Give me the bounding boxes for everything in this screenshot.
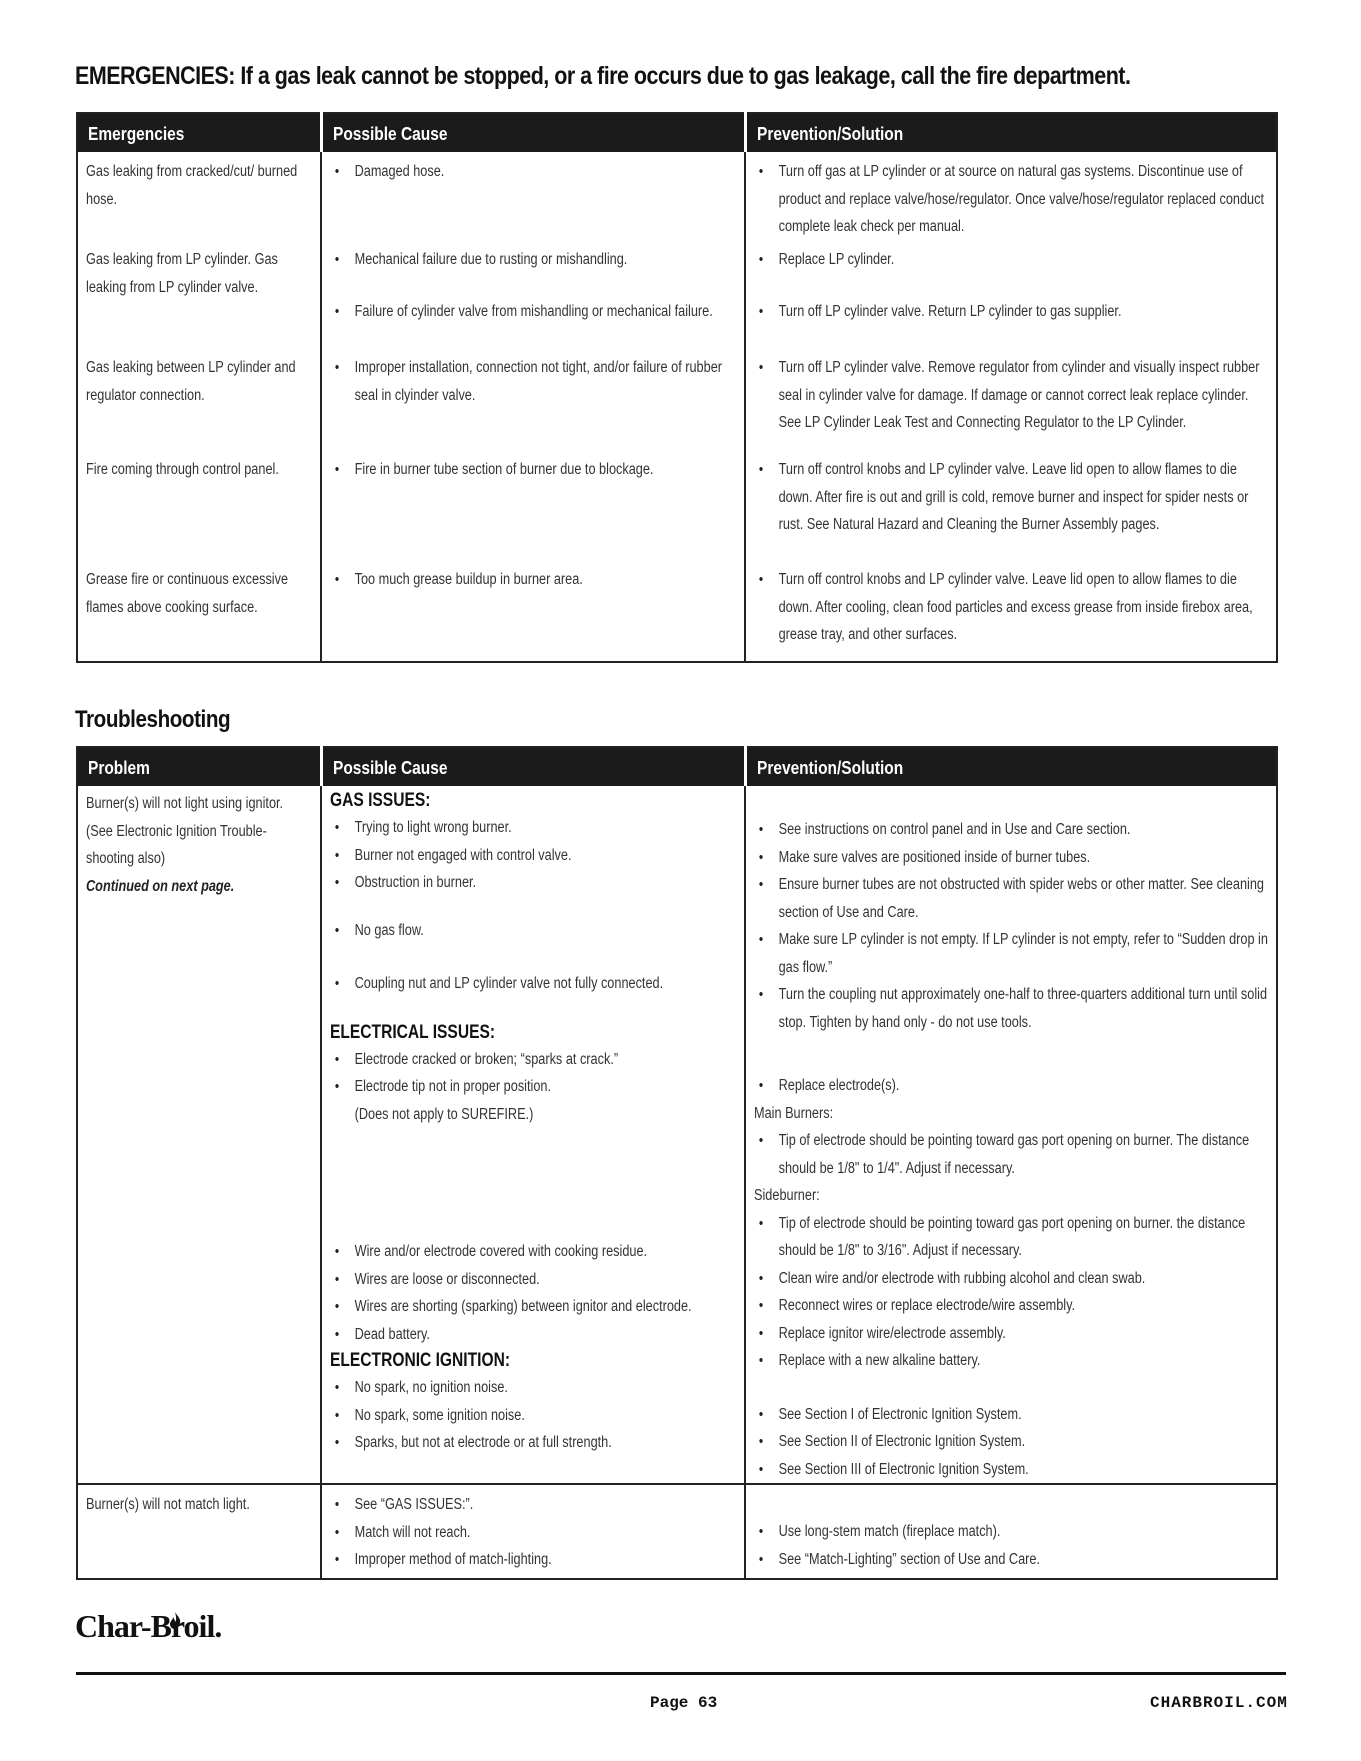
cause-item: • Trying to light wrong burner. (330, 814, 736, 842)
cause-item: • Improper method of match-lighting. (330, 1546, 736, 1574)
solution-item: • See “Match-Lighting” section of Use and Care. (754, 1546, 1268, 1574)
problem-text: Gas leaking from cracked/cut/ burned hose. (86, 163, 298, 208)
cause-item: • No spark, no ignition noise. (330, 1374, 736, 1402)
solution-item: • Turn off LP cylinder valve. Return LP cylinder to gas supplier. (754, 298, 1268, 326)
cause-item: • Improper installation, connection not tight, and/or failure of rubber seal in clyinder valve. (330, 354, 736, 409)
trouble-col-header-1: Problem (77, 747, 321, 786)
emergency-col-header-2: Possible Cause (321, 113, 745, 152)
cause-item: • No spark, some ignition noise. (330, 1402, 736, 1430)
emergency-col-header-3: Prevention/Solution (745, 113, 1277, 152)
solution-item: • Use long-stem match (fireplace match). (754, 1518, 1268, 1546)
solution-item: • See Section II of Electronic Ignition System. (754, 1428, 1268, 1456)
table-row (77, 246, 1277, 348)
solution-item: • Turn the coupling nut approximately one-half to three-quarters additional turn until solid stop. Tighten by hand only - do not use tools. (754, 981, 1268, 1036)
cause-item (330, 1073, 736, 1128)
cause-item: • Failure of cylinder valve from mishandling or mechanical failure. (330, 298, 736, 326)
solution-item: • Replace with a new alkaline battery. (754, 1347, 1268, 1375)
cause-item: • Burner not engaged with control valve. (330, 842, 736, 870)
continued-note: Continued on next page. (86, 877, 235, 895)
cause-item: • Match will not reach. (330, 1519, 736, 1547)
cause-text: Electrode tip not in proper position. (354, 1078, 552, 1095)
trouble-col-header-2: Possible Cause (321, 747, 745, 786)
cause-item: • Fire in burner tube section of burner due to blockage. (330, 456, 736, 484)
solution-item: • Turn off control knobs and LP cylinder valve. Leave lid open to allow flames to die down. After fire is out and grill is cold, remove burner and inspect for spider nests or rust. See Natural Hazard and Cleaning the Burner Assembly pages. (754, 456, 1268, 539)
emergency-table (76, 112, 1278, 663)
cause-item: • Wires are loose or disconnected. (330, 1266, 736, 1294)
footer-divider (76, 1672, 1286, 1675)
solution-item: • Replace LP cylinder. (754, 246, 1268, 274)
cause-item: • Electrode cracked or broken; “sparks at crack.” (330, 1046, 736, 1074)
table-row (77, 560, 1277, 662)
cause-item: • Dead battery. (330, 1321, 736, 1349)
solution-item: • Turn off LP cylinder valve. Remove regulator from cylinder and visually inspect rubber seal in cylinder valve for damage. If damage or cannot correct leak replace cylinder. See LP Cylinder Leak Test and Connecting Regulator to the LP Cylinder. (754, 354, 1268, 437)
solution-item: • See instructions on control panel and in Use and Care section. (754, 816, 1268, 844)
solution-item: • See Section III of Electronic Ignition System. (754, 1456, 1268, 1484)
electronic-ignition-title: ELECTRONIC IGNITION: (330, 1350, 511, 1371)
solution-item: • See Section I of Electronic Ignition System. (754, 1401, 1268, 1429)
problem-text: Gas leaking from LP cylinder. Gas leaking from LP cylinder valve. (86, 251, 278, 296)
solution-item: • Turn off control knobs and LP cylinder valve. Leave lid open to allow flames to die down. After cooling, clean food particles and excess grease from inside firebox area, grease tray, and other surfaces. (754, 566, 1268, 649)
solution-item: • Make sure LP cylinder is not empty. If LP cylinder is not empty, refer to “Sudden drop in gas flow.” (754, 926, 1268, 981)
table-row (77, 786, 1277, 1484)
solution-item: • Replace electrode(s). (754, 1072, 1268, 1100)
cause-item: • Wire and/or electrode covered with cooking residue. (330, 1238, 736, 1266)
cause-item: • Coupling nut and LP cylinder valve not fully connected. (330, 970, 736, 998)
cause-item: • Sparks, but not at electrode or at full strength. (330, 1429, 736, 1457)
trouble-col-header-3: Prevention/Solution (745, 747, 1277, 786)
solution-item: • Tip of electrode should be pointing toward gas port opening on burner. The distance should be 1/8" to 1/4". Adjust if necessary. (754, 1127, 1268, 1182)
solution-item: • Tip of electrode should be pointing toward gas port opening on burner. the distance should be 1/8" to 3/16". Adjust if necessary. (754, 1210, 1268, 1265)
solution-item: • Turn off gas at LP cylinder or at source on natural gas systems. Discontinue use of product and replace valve/hose/regulator. Once valve/hose/regulator replaced conduct complete leak check per manual. (754, 158, 1268, 241)
problem-text: Fire coming through control panel. (86, 461, 279, 478)
charbroil-logo: Char-Broil. (75, 1608, 222, 1644)
sideburner-label: Sideburner: (754, 1187, 820, 1204)
solution-item: • Clean wire and/or electrode with rubbing alcohol and clean swab. (754, 1265, 1268, 1293)
website-link[interactable]: CHARBROIL.COM (1150, 1694, 1288, 1712)
problem-text: Gas leaking between LP cylinder and regulator connection. (86, 359, 296, 404)
table-row (77, 348, 1277, 456)
problem-text: Grease fire or continuous excessive flames above cooking surface. (86, 571, 289, 616)
table-row (77, 1484, 1277, 1579)
cause-item: • Too much grease buildup in burner area. (330, 566, 736, 594)
table-row (77, 152, 1277, 246)
solution-item: • Ensure burner tubes are not obstructed with spider webs or other matter. See cleaning section of Use and Care. (754, 871, 1268, 926)
solution-item: • Reconnect wires or replace electrode/wire assembly. (754, 1292, 1268, 1320)
cause-note: (Does not apply to SUREFIRE.) (354, 1105, 534, 1123)
problem-text: Burner(s) will not match light. (86, 1496, 250, 1513)
emergency-heading: EMERGENCIES: If a gas leak cannot be stopped, or a fire occurs due to gas leakage, call the fire department. (75, 62, 1131, 90)
gas-issues-title: GAS ISSUES: (330, 790, 431, 811)
cause-item: • Damaged hose. (330, 158, 736, 186)
troubleshooting-table (76, 746, 1278, 1580)
solution-item: • Make sure valves are positioned inside of burner tubes. (754, 844, 1268, 872)
cause-item: • Mechanical failure due to rusting or mishandling. (330, 246, 736, 274)
cause-item: • Wires are shorting (sparking) between ignitor and electrode. (330, 1293, 736, 1321)
solution-item: • Replace ignitor wire/electrode assembly. (754, 1320, 1268, 1348)
cause-item: • Obstruction in burner. (330, 869, 736, 897)
electrical-issues-title: ELECTRICAL ISSUES: (330, 1021, 496, 1043)
cause-item: • No gas flow. (330, 917, 736, 945)
table-row (77, 456, 1277, 560)
cause-item: • See “GAS ISSUES:”. (330, 1491, 736, 1519)
page-number: Page 63 (650, 1694, 718, 1712)
emergency-col-header-1: Emergencies (77, 113, 321, 152)
main-burners-label: Main Burners: (754, 1104, 834, 1122)
troubleshooting-heading: Troubleshooting (75, 706, 231, 733)
problem-text: Burner(s) will not light using ignitor. (See Electronic Ignition Trouble- shooting also) (86, 795, 284, 867)
